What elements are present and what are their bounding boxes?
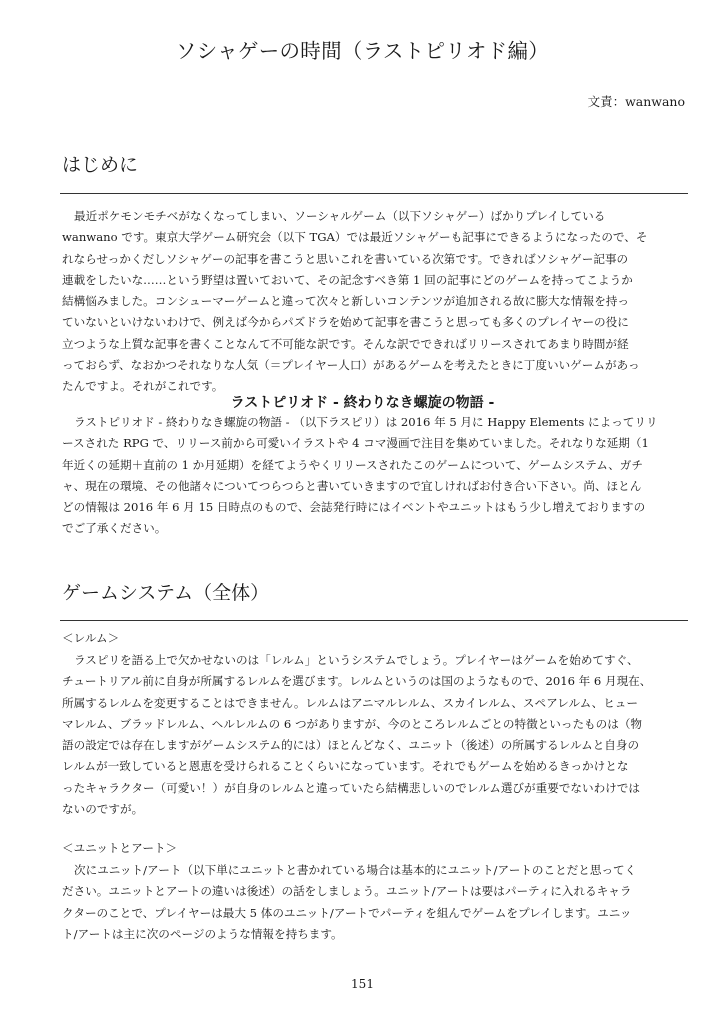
text-line: 結構悩みました。コンシューマーゲームと違って次々と新しいコンテンツが追加される故に膨大な情報を持っ (62, 294, 629, 309)
text-line: レルムが一致していると恩恵を受けられることくらいになっています。それでもゲームを始めるきっかけとな (62, 759, 629, 774)
page-number: 151 (351, 977, 374, 991)
text-line: ースされた RPG で、リリース前から可愛いイラストや 4 コマ漫画で注目を集めていました。それなりな延期（1 (62, 436, 649, 451)
text-line: れならせっかくだしソシャゲーの記事を書こうと思いこれを書いている次第です。できればソシャゲー記事の (62, 251, 629, 266)
text-line: ていないといけないわけで、例えば今からパズドラを始めて記事を書こうと思っても多くのプレイヤーの役に (62, 315, 629, 330)
text-line: でご了承ください。 (62, 521, 167, 536)
text-line: ないのですが。 (62, 802, 144, 817)
text-line: 連載をしたいな……という野望は置いておいて、その記念すべき第 1 回の記事にどのゲームを持ってこようか (62, 272, 633, 287)
realm-label: ＜レルム＞ (62, 631, 120, 645)
game-intro-paragraph (62, 412, 686, 540)
text-line: ト/アートは主に次のページのような情報を持ちます。 (62, 926, 343, 941)
game-title-subheading: ラストピリオド - 終わりなき螺旋の物語 - (230, 395, 495, 411)
text-line: ラスピリを語る上で欠かせないのは「レルム」というシステムでしょう。プレイヤーはゲームを始めてすぐ、 (74, 653, 639, 667)
text-line: ったキャラクター（可愛い！）が自身のレルムと違っていたら結構悲しいのでレルム選びが重要でないわけでは (62, 780, 640, 795)
article-title: ソシャゲーの時間（ラストピリオド編） (175, 39, 550, 63)
text-line: ャ、現在の環境、その他諸々についてつらつらと書いていきますので宜しければお付き合い下さい。尚、ほとん (62, 478, 642, 493)
text-line: 年近くの延期＋直前の 1 か月延期）を経てようやくリリースされたこのゲームについて、ゲームシステム、ガチ (62, 457, 643, 472)
text-line: ラストピリオド - 終わりなき螺旋の物語 - （以下ラスピリ）は 2016 年 5 月に Happy Elements によってリリ (74, 415, 658, 429)
text-line: っておらず、なおかつそれなりな人気（＝プレイヤー人口）があるゲームを考えたときに丁度いいゲームがあっ (62, 358, 640, 373)
text-line: 語の設定では存在しますがゲームシステム的には）ほとんどなく、ユニット（後述）の所属するレルムと自身の (62, 738, 640, 753)
section-heading-game-system: ゲームシステム（全体） (62, 582, 270, 604)
text-line: ださい。ユニットとアートの違いは後述）の話をしましょう。ユニット/アートは要はパーティに入れるキャラ (62, 884, 632, 899)
unit-art-label: ＜ユニットとアート＞ (62, 841, 178, 855)
text-line: どの情報は 2016 年 6 月 15 日時点のもので、会誌発行時にはイベントやユニットはもう少し増えておりますの (62, 500, 646, 515)
unit-art-paragraph (62, 860, 686, 945)
text-line: チュートリアル前に自身が所属するレルムを選びます。レルムというのは国のようなもので、2016 年 6 月現在、 (62, 674, 652, 689)
intro-paragraph (62, 206, 686, 398)
section-divider (60, 193, 688, 194)
text-line: 所属するレルムを変更することはできません。レルムはアニマルレルム、スカイレルム、スペアレルム、ヒュー (62, 695, 638, 710)
text-line: たんですよ。それがこれです。 (62, 379, 224, 394)
section-heading-intro: はじめに (62, 154, 139, 176)
text-line: 最近ポケモンモチベがなくなってしまい、ソーシャルゲーム（以下ソシャゲー）ばかりプレイしている (74, 209, 606, 223)
text-line: 次にユニット/アート（以下単にユニットと書かれている場合は基本的にユニット/アートのことだと思ってく (74, 863, 637, 877)
text-line: マレルム、ブラッドレルム、ヘルレルムの 6 つがありますが、今のところレルムごとの特徴といったものは（物 (62, 716, 643, 731)
text-line: wanwano です。東京大学ゲーム研究会（以下 TGA）では最近ソシャゲーも記事にできるようになったので、そ (62, 230, 648, 245)
text-line: クターのことで、プレイヤーは最大 5 体のユニット/アートでパーティを組んでゲームをプレイします。ユニッ (62, 905, 632, 920)
author-credit: 文責：wanwano (587, 94, 685, 109)
section-divider (60, 620, 688, 621)
realm-paragraph (62, 650, 686, 820)
text-line: 立つような上質な記事を書くことなんて不可能な訳です。そんな訳でできればリリースされてあまり時間が経 (62, 336, 629, 351)
